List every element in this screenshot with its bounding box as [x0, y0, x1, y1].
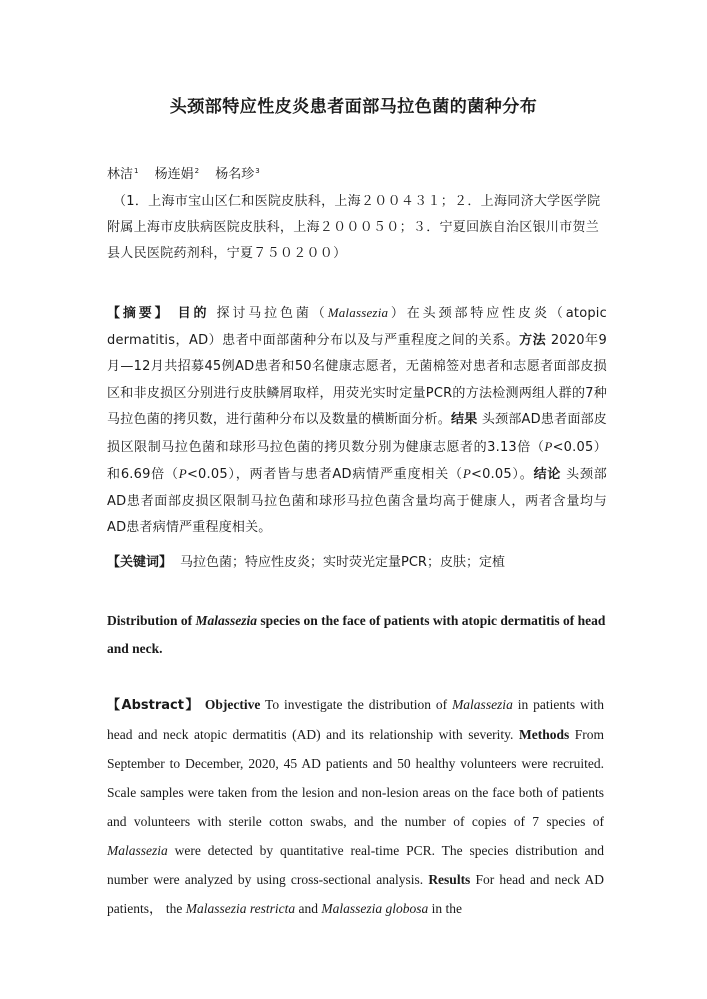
author: 林洁$^1$	[107, 166, 139, 182]
genus-name: Malassezia	[327, 305, 389, 320]
methods-label: Methods	[518, 727, 570, 742]
conclusion-label: 结论	[533, 467, 562, 482]
english-abstract: 【Abstract】 Objective To investigate the distribution of Malassezia in patients with head and neck atopic dermatitis (AD) and its relationship with severity. Methods From September to December, 2020, 45 AD patients and 50 healthy volunteers were recruited. Scale samples were taken from the lesion and non-lesion areas on the face both of patients and volunteers with sterile cotton swabs, and the number of copies of 7 species of Malassezia were detected by quantitative real-time PCR. The species distribution and number were analyzed by using cross-sectional analysis. Results For head and neck AD patients， the Malassezia restricta and Malassezia globosa in the	[107, 697, 605, 916]
results-label: Results	[428, 872, 471, 887]
abstract-label: 【摘要】	[107, 306, 171, 321]
author: 杨连娟$^2$	[154, 166, 200, 182]
chinese-abstract: 【摘要】 目的 探讨马拉色菌（Malassezia）在头颈部特应性皮炎（atopic dermatitis，AD）患者中面部菌种分布以及与严重程度之间的关系。方法 2020年9月—12月共招募45例AD患者和50名健康志愿者，无菌棉签对患者和志愿者面部皮损区和非皮损区分别进行皮肤鳞屑取样，用荧光实时定量PCR的方法检测两组人群的7种马拉色菌的拷贝数，进行菌种分布以及数量的横断面分析。结果 头颈部AD患者面部皮损区限制马拉色菌和球形马拉色菌的拷贝数分别为健康志愿者的3.13倍（P<0.05）和6.69倍（P<0.05），两者皆与患者AD病情严重度相关（P<0.05）。结论 头颈部AD患者面部皮损区限制马拉色菌和球形马拉色菌含量均高于健康人，两者含量均与AD患者病情严重程度相关。	[107, 305, 608, 535]
objective-label: 目的	[177, 306, 210, 321]
results-label: 结果	[451, 412, 478, 427]
author-list	[107, 163, 272, 182]
english-title: Distribution of Malassezia species on the face of patients with atopic dermatitis of head and neck.	[107, 613, 606, 656]
keywords-label: 【关键词】	[107, 555, 173, 570]
abstract-label: 【Abstract】	[107, 698, 200, 713]
paper-title: 头颈部特应性皮炎患者面部马拉色菌的菌种分布	[169, 97, 538, 117]
objective-label: Objective	[204, 697, 261, 712]
chinese-keywords: 【关键词】 马拉色菌；特应性皮炎；实时荧光定量PCR；皮肤；定植	[107, 555, 505, 570]
author: 杨名珍$^3$	[215, 166, 260, 182]
methods-label: 方法	[519, 332, 547, 348]
affiliations: （1．上海市宝山区仁和医院皮肤科，上海２００４３１；２．上海同济大学医学院附属上海市皮肤病医院皮肤科，上海２０００５０；３．宁夏回族自治区银川市贺兰县人民医院药剂科，宁夏７５０２００）	[107, 194, 601, 261]
